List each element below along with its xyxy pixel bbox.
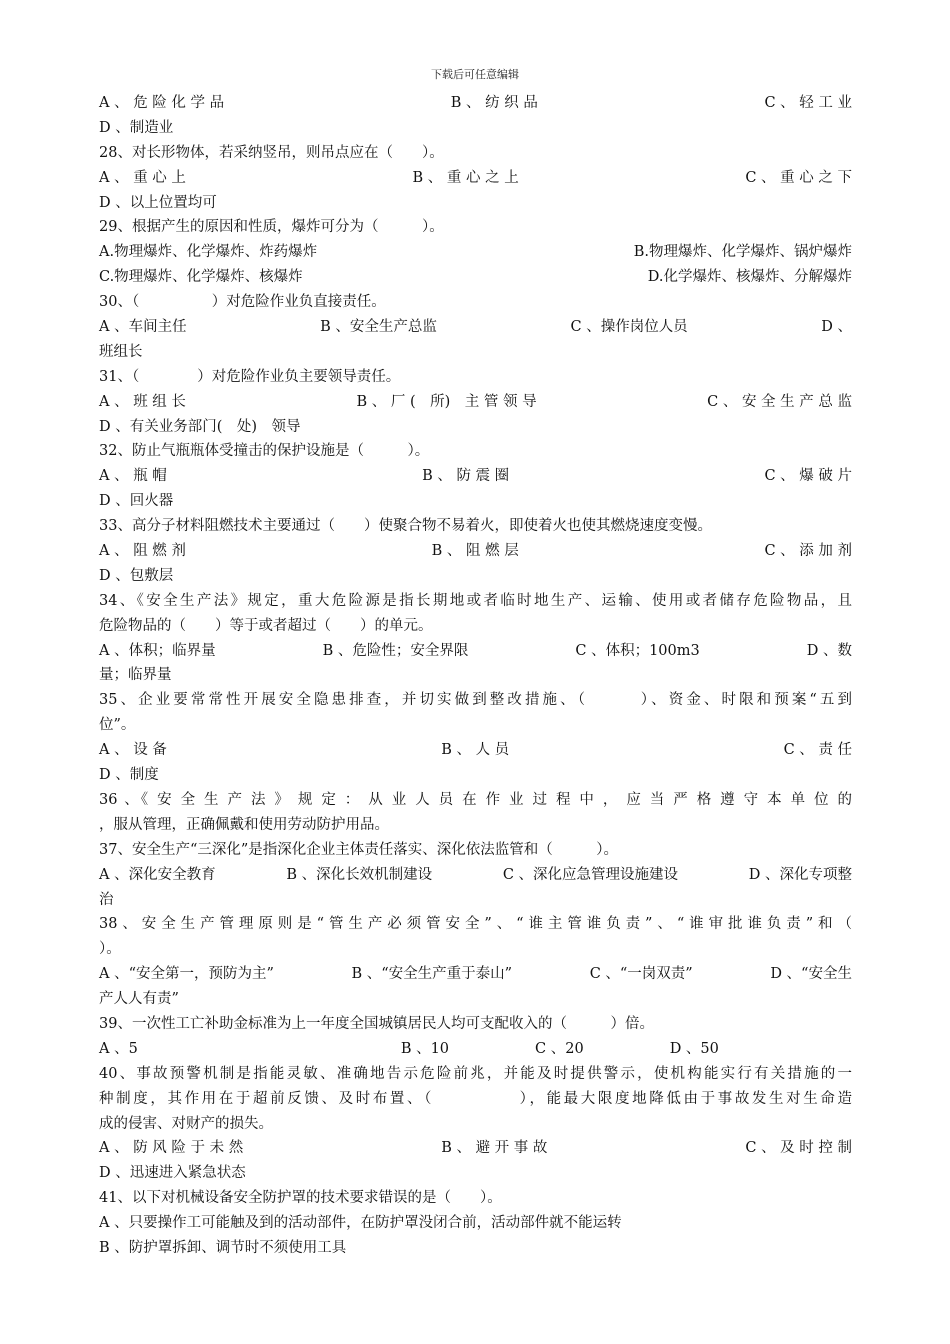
option-text: C 、20	[535, 1040, 584, 1057]
text-line: ）。	[99, 941, 121, 958]
option-text: A 、5	[99, 1040, 138, 1057]
option-row	[99, 1136, 852, 1161]
option-text: C 、深化应急管理设施建设	[502, 866, 679, 883]
option-row	[99, 863, 852, 888]
text-line: 36 、《 安 全 生 产 法 》 规 定 ： 从 业 人 员 在 作 业 过 程 中 ， 应 当 严 格 遵 守 本 单 位 的	[99, 791, 852, 808]
option-text: A 、 重 心 上	[99, 169, 186, 186]
option-text: A.物理爆炸、化学爆炸、炸药爆炸	[99, 244, 318, 261]
option-text: C 、 添 加 剂	[764, 543, 852, 560]
option-row	[99, 464, 852, 489]
option-text: D 、“安全生	[770, 966, 852, 983]
option-row	[99, 639, 852, 664]
text-line: D 、制度	[99, 767, 159, 784]
text-line: 31、（ ）对危险作业负主要领导责任。	[99, 368, 401, 385]
option-row	[99, 1037, 852, 1062]
option-text: B 、“安全生产重于泰山”	[351, 966, 513, 983]
option-text: B 、 避 开 事 故	[441, 1140, 548, 1157]
option-text: A 、 瓶 帽	[99, 468, 167, 485]
option-row	[99, 390, 852, 415]
page-header: 下载后可任意编辑	[431, 68, 519, 81]
option-row	[99, 265, 852, 290]
option-text: B 、 重 心 之 上	[412, 169, 519, 186]
option-row	[99, 539, 852, 564]
option-row	[99, 240, 852, 265]
option-text: B.物理爆炸、化学爆炸、锅炉爆炸	[633, 244, 852, 261]
option-row	[99, 962, 852, 987]
text-line: 39、一次性工亡补助金标准为上一年度全国城镇居民人均可支配收入的（ ）倍。	[99, 1015, 654, 1032]
option-text: A 、体积；临界量	[99, 642, 216, 659]
option-text: C 、 轻 工 业	[764, 95, 852, 111]
option-text: C 、 安 全 生 产 总 监	[707, 393, 852, 410]
option-text: D 、数	[806, 642, 852, 659]
option-text: C 、体积；100m3	[575, 642, 700, 659]
text-line: 产人人有责”	[99, 991, 179, 1008]
option-text: C 、 爆 破 片	[764, 468, 852, 485]
text-line: A 、只要操作工可能触及到的活动部件，在防护罩没闭合前，活动部件就不能运转	[99, 1215, 622, 1232]
option-text: B 、安全生产总监	[320, 319, 437, 336]
option-text: A 、 阻 燃 剂	[99, 543, 186, 560]
text-line: D 、回火器	[99, 493, 174, 510]
option-text: B 、 厂 ( 所) 主 管 领 导	[356, 393, 537, 410]
text-line: 40、事故预警机制是指能灵敏、准确地告示危险前兆，并能及时提供警示，使机构能实行有关措施的一	[99, 1065, 852, 1082]
option-text: B 、 纺 织 品	[450, 95, 538, 111]
option-text: B 、10	[400, 1040, 450, 1057]
option-row	[99, 166, 852, 191]
text-line: 38、安全生产管理原则是“管生产必须管安全”、“谁主管谁负责”、“谁审批谁负责”和（	[99, 916, 852, 933]
text-line: 29、根据产生的原因和性质，爆炸可分为（ ）。	[99, 219, 444, 236]
option-text: C 、 及 时 控 制	[745, 1140, 852, 1157]
option-text: A 、 班 组 长	[99, 393, 186, 410]
option-text: B 、危险性；安全界限	[322, 642, 469, 659]
text-line: D 、包敷层	[99, 567, 174, 584]
option-text: B 、 人 员	[441, 742, 510, 759]
option-row	[99, 91, 852, 116]
text-line: 成的侵害、对财产的损失。	[99, 1115, 273, 1132]
document-body	[99, 91, 852, 1261]
text-line: 种制度，其作用在于超前反馈、及时布置、（ ），能最大限度地降低由于事故发生对生命造	[99, 1090, 852, 1107]
option-text: A 、车间主任	[99, 319, 187, 336]
option-text: A 、 防 风 险 于 未 然	[99, 1140, 244, 1157]
text-line: 班组长	[99, 343, 143, 360]
text-line: 位”。	[99, 717, 136, 734]
option-text: B 、 阻 燃 层	[431, 543, 519, 560]
option-text: D 、50	[669, 1040, 719, 1057]
text-line: 治	[99, 891, 114, 908]
option-text: A 、深化安全教育	[99, 866, 216, 883]
text-line: 37、安全生产“三深化”是指深化企业主体责任落实、深化依法监管和（ ）。	[99, 841, 619, 858]
text-line: 35、企业要常常性开展安全隐患排查，并切实做到整改措施、（ ）、资金、时限和预案“五到	[99, 692, 852, 709]
option-text: D 、	[821, 319, 852, 336]
text-line: 41、以下对机械设备安全防护罩的技术要求错误的是（ ）。	[99, 1190, 502, 1207]
option-text: A 、“安全第一，预防为主”	[99, 966, 274, 983]
option-text: A 、 危 险 化 学 品	[99, 95, 225, 111]
text-line: 33、高分子材料阻燃技术主要通过（ ）使聚合物不易着火，即使着火也使其燃烧速度变慢。	[99, 518, 712, 535]
option-text: C 、操作岗位人员	[570, 319, 688, 336]
text-line: 34、《安全生产法》规定，重大危险源是指长期地或者临时地生产、运输、使用或者储存危险物品，且	[99, 592, 852, 609]
option-text: B 、深化长效机制建设	[286, 866, 433, 883]
text-line: 危险物品的（ ）等于或者超过（ ）的单元。	[99, 617, 433, 634]
text-line: D 、制造业	[99, 119, 174, 136]
option-text: C.物理爆炸、化学爆炸、核爆炸	[99, 269, 303, 286]
text-line: 量；临界量	[99, 667, 172, 684]
text-line: D 、以上位置均可	[99, 194, 217, 211]
option-text: C 、 责 任	[783, 742, 852, 759]
option-text: C 、 重 心 之 下	[745, 169, 852, 186]
option-text: D.化学爆炸、核爆炸、分解爆炸	[647, 269, 852, 286]
option-row	[99, 315, 852, 340]
text-line: 30、（ ）对危险作业负直接责任。	[99, 294, 386, 311]
text-line: ，服从管理，正确佩戴和使用劳动防护用品。	[99, 816, 389, 833]
option-row	[99, 738, 852, 763]
text-line: 28、对长形物体，若采纳竖吊，则吊点应在（ ）。	[99, 144, 444, 161]
text-line: 32、防止气瓶瓶体受撞击的保护设施是（ ）。	[99, 443, 430, 460]
text-line: D 、迅速进入紧急状态	[99, 1165, 246, 1182]
option-text: B 、 防 震 圈	[422, 468, 510, 485]
option-text: A 、 设 备	[99, 742, 167, 759]
option-text: D 、深化专项整	[748, 866, 852, 883]
option-text: C 、“一岗双责”	[589, 966, 693, 983]
text-line: B 、防护罩拆卸、调节时不须使用工具	[99, 1239, 347, 1256]
text-line: D 、有关业务部门( 处) 领导	[99, 418, 301, 435]
